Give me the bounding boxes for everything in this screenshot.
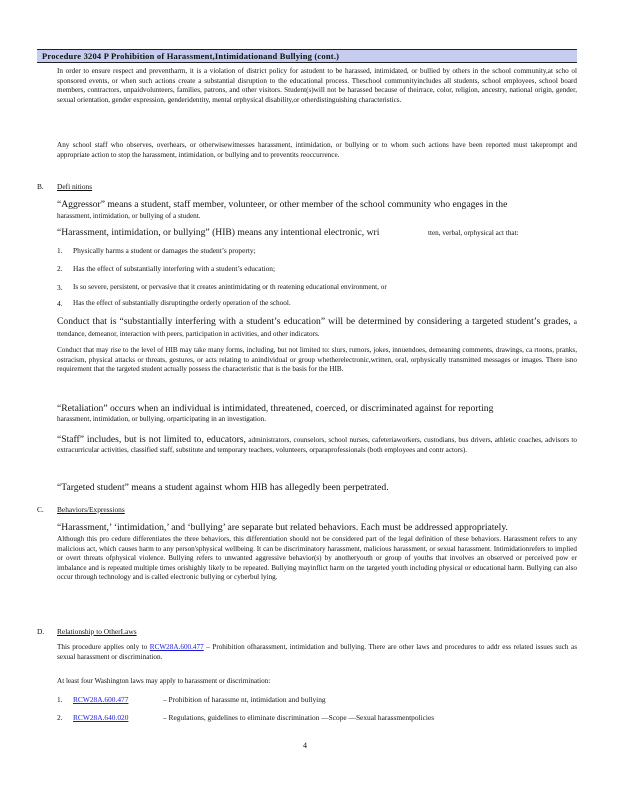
procedure-header — [37, 49, 577, 63]
behaviors-lead: “Harassment,’ ‘intimidation,’ and ‘bullying’ are separate but related behaviors. Each must be addressed appropriately. — [57, 522, 508, 533]
section-c-title: Behaviors/Expressions — [57, 505, 125, 514]
conduct-paragraph — [57, 316, 577, 340]
section-b-title: Defi nitions — [57, 182, 93, 191]
four-laws-intro: At least four Washington laws may apply to harassment or discrimination: — [57, 677, 271, 685]
conduct-rest: a ttendance, demeanor, interaction with peers, participation in activities, and other indicators. — [57, 318, 577, 338]
law-number: 2. — [57, 713, 63, 722]
conduct-lead: Conduct that is “substantially interfering with a student’s education” will be determined by considering a targeted student’s grades, — [57, 316, 571, 327]
hib-item — [57, 283, 387, 293]
section-d-letter: D. — [37, 627, 45, 636]
staff-rest: administrators, counselors, school nurses, cafeteriaworkers, custodians, bus drivers, athletic coaches, advisors to extracurricular activities, classified staff, substitute and temporary teachers, volunteers, orparaprofessionals (both employees and contr actors). — [57, 436, 578, 454]
law-number: 1. — [57, 695, 63, 704]
hib-definition: “Harassment, intimidation, or bullying” (HIB) means any intentional electronic, wri — [57, 227, 380, 238]
law-text: – Prohibition of harassme nt, intimidation and bullying — [163, 695, 326, 704]
law-item — [57, 695, 326, 705]
section-d-title: Relationship to OtherLaws — [57, 627, 137, 636]
hib-definition-rest: tten, verbal, orphysical act that: — [428, 229, 519, 237]
item-text: Has the effect of substantially interfering with a student’s education; — [73, 264, 276, 273]
item-text: Physically harms a student or damages the student’s property; — [73, 246, 256, 255]
item-number: 2. — [57, 264, 63, 273]
aggressor-definition-rest: harassment, intimidation, or bullying of a student. — [57, 212, 201, 220]
targeted-student-definition: “Targeted student” means a student against whom HIB has allegedly been perpetrated. — [57, 482, 389, 493]
retaliation-definition: “Retaliation” occurs when an individual is intimidated, threatened, coerced, or discriminated against for reporting — [57, 403, 494, 414]
relationship-text-b: – Prohibition ofharassment, intimidation and bullying. There are other laws and procedures to addr ess related issues such as sexual harassment or discrimination. — [57, 643, 577, 661]
section-b-letter: B. — [37, 182, 44, 191]
hib-item — [57, 299, 291, 309]
conduct-forms-paragraph: Conduct that may rise to the level of HIB may take many forms, including, but not limited to: slurs, rumors, jokes, innuendoes, demeaning comments, drawings, ca rtoons, pranks, ostracism, physical attacks or threats, gestures, or acts relating to anindividual or group whetherelectronic,written, oral, orphysically transmitted messages or images. There isno requirement that the targeted student actually possess the characteristic that is the basis for the HIB. — [57, 346, 577, 374]
page-number: 4 — [303, 741, 307, 750]
item-number: 1. — [57, 246, 63, 255]
rcw-link[interactable]: RCW28A.600.477 — [149, 643, 204, 651]
intro-paragraph-1: In order to ensure respect and preventharm, it is a violation of district policy for astudent to be harassed, intimidated, or bullied by others in the school community,at scho ol sponsored events, or when such actions create a substantial disruption to the educational process. Theschool communityincludes all students, school employees, school board members, contractors, unpaidvolunteers, families, patrons, and other visitors. Student(s)will not be harassed because of theirrace, color, religion, ancestry, national origin, gender, sexual orientation, gender expression, genderidentity, mental orphysical disability,or otherdistinguishing characteristics. — [57, 67, 577, 104]
item-number: 3. — [57, 283, 63, 292]
staff-definition — [57, 434, 577, 455]
hib-item — [57, 264, 276, 274]
section-c-letter: C. — [37, 505, 44, 514]
law-text: – Regulations, guidelines to eliminate discrimination —Scope —Sexual harassmentpolicies — [163, 713, 435, 722]
item-number: 4. — [57, 299, 63, 308]
law-link[interactable]: RCW28A.640.020 — [73, 713, 129, 722]
item-text: Is so severe, persistent, or pervasive that it creates anintimidating or th reatening educational environment, or — [73, 283, 387, 291]
item-text: Has the effect of substantially disruptingthe orderly operation of the school. — [73, 299, 291, 307]
law-item — [57, 713, 435, 723]
law-link[interactable]: RCW28A.600.477 — [73, 695, 129, 704]
intro-paragraph-2: Any school staff who observes, overhears, or otherwisewitnesses harassment, intimidation, or bullying or to whom such actions have been reported must takeprompt and appropriate action to stop the harassment, intimidation, or bullying and to preventits reoccurrence. — [57, 141, 577, 159]
behaviors-body: Although this pro cedure differentiates the three behaviors, this differentiation should not be considered part of the legal definition of these behaviors. Harassment refers to any malicious act, which causes harm to any person'sphysical wellbeing. It can be discriminatory harassment, malicious harassment, or sexual harassment. Intimidationrefers to implied or overt threats ofphysical violence. Bullying refers to unwanted aggressive behavior(s) by anotheryouth or group of youths that involves an observed or perceived pow er imbalance and is repeated multiple times orishighly likely to be repeated. Bullying mayinflict harm on the targeted youth including physical or educational harm. Bullying can also occur through technology and is called electronic bullying or cyberbul lying. — [57, 535, 577, 582]
aggressor-definition: “Aggressor” means a student, staff member, volunteer, or other member of the school community who engages in the — [57, 199, 508, 210]
relationship-paragraph — [57, 643, 577, 662]
retaliation-definition-rest: harassment, intimidation, or bullying, orparticipating in an investigation. — [57, 415, 266, 423]
staff-lead: “Staff” includes, but is not limited to, educators, — [57, 434, 246, 445]
relationship-text-a: This procedure applies only to — [57, 643, 148, 651]
procedure-header-title: Procedure 3204 P Prohibition of Harassment,Intimidationand Bullying (cont.) — [42, 51, 340, 61]
hib-item — [57, 246, 256, 256]
